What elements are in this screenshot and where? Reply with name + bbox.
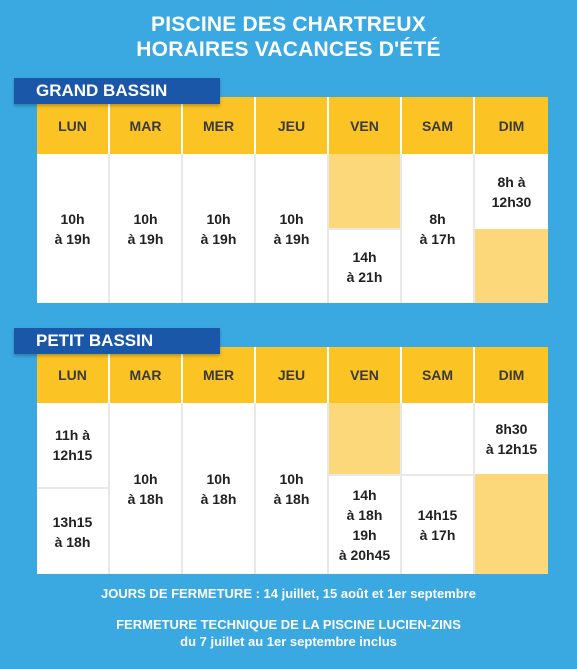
petit-sam-closed (402, 403, 475, 474)
grand-bassin-label: GRAND BASSIN (14, 78, 220, 104)
day-header-dim: DIM (475, 97, 548, 154)
day-header-sam: SAM (402, 97, 475, 154)
closure-days: JOURS DE FERMETURE : 14 juillet, 15 août et 1er septembre (101, 586, 476, 601)
petit-bassin-table (37, 347, 548, 574)
day-header-jeu: JEU (256, 97, 329, 154)
petit-dim-hours: 8h30 à 12h15 (485, 420, 538, 457)
grand-dim-hours: 8h à 12h30 (491, 173, 532, 210)
technical-closure-line2: du 7 juillet au 1er septembre inclus (180, 634, 397, 649)
day-header-mer: MER (183, 97, 256, 154)
petit-mer-hours: 10h à 18h (183, 403, 256, 574)
petit-ven-hours: 14h à 18h 19h à 20h45 (329, 474, 402, 574)
petit-mar-hours: 10h à 18h (110, 403, 183, 574)
day-header-ven: VEN (329, 347, 402, 403)
petit-dim-closed (475, 474, 548, 574)
grand-sam-hours: 8h à 17h (402, 154, 475, 303)
petit-sam-hours: 14h15 à 17h (402, 474, 475, 574)
grand-bassin-table (37, 97, 548, 303)
day-header-ven: VEN (329, 97, 402, 154)
grand-mar-hours: 10h à 19h (110, 154, 183, 303)
petit-ven-closed (329, 403, 402, 474)
grand-dim-closed (475, 229, 548, 303)
petit-bassin-label: PETIT BASSIN (14, 328, 220, 354)
day-header-lun: LUN (37, 347, 110, 403)
grand-ven-hours: 14h à 21h (329, 228, 402, 303)
day-header-mar: MAR (110, 347, 183, 403)
grand-lun-hours: 10h à 19h (37, 154, 110, 303)
day-header-dim: DIM (475, 347, 548, 403)
page-title-line1: PISCINE DES CHARTREUX (151, 13, 426, 36)
grand-mer-hours: 10h à 19h (183, 154, 256, 303)
day-header-lun: LUN (37, 97, 110, 154)
page-title-line2: HORAIRES VACANCES D'ÉTÉ (136, 38, 441, 61)
grand-ven-closed (329, 154, 402, 228)
petit-jeu-hours: 10h à 18h (256, 403, 329, 574)
grand-jeu-hours: 10h à 19h (256, 154, 329, 303)
day-header-mar: MAR (110, 97, 183, 154)
day-header-sam: SAM (402, 347, 475, 403)
day-header-mer: MER (183, 347, 256, 403)
day-header-jeu: JEU (256, 347, 329, 403)
petit-lun-afternoon: 13h15 à 18h (37, 487, 110, 574)
technical-closure-line1: FERMETURE TECHNIQUE DE LA PISCINE LUCIEN-ZINS (116, 617, 461, 632)
petit-lun-morning: 11h à 12h15 (37, 403, 110, 487)
